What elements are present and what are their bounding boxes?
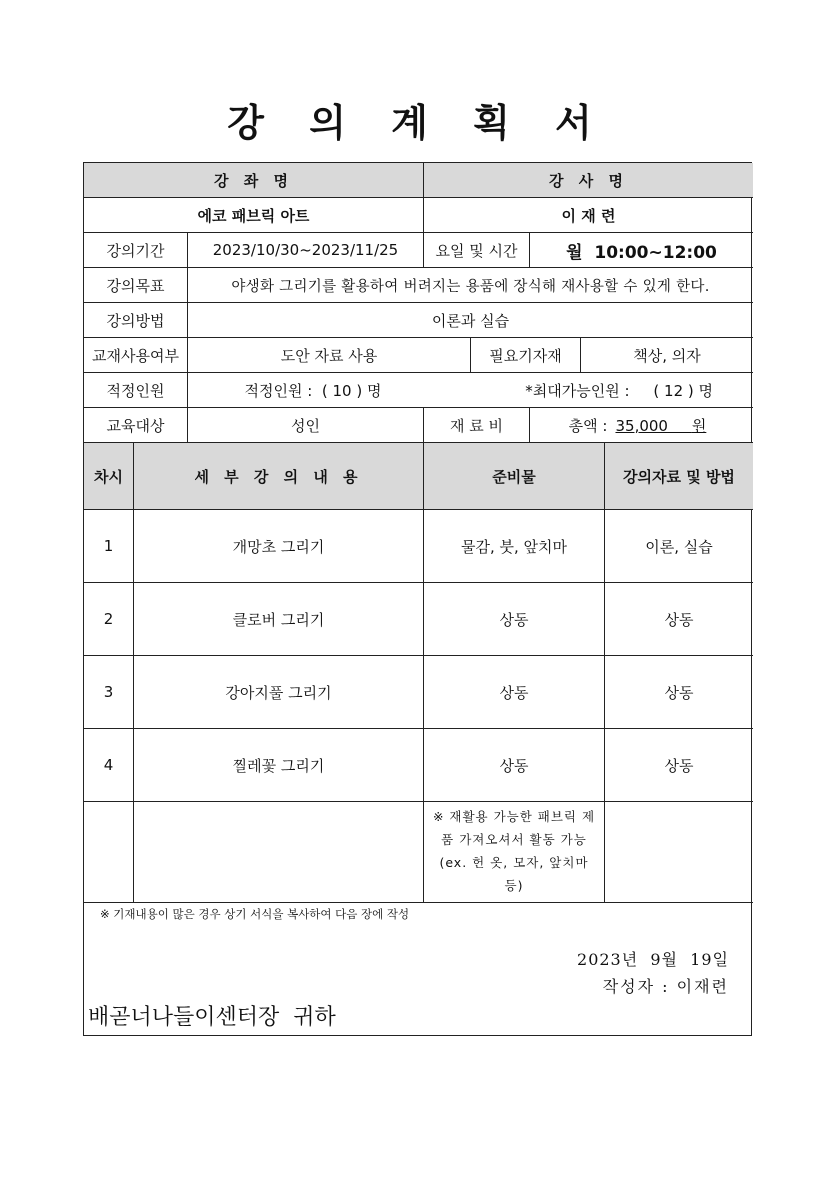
target-value: 성인	[188, 408, 424, 443]
content-header: 세 부 강 의 내 용	[134, 443, 424, 510]
session-supplies: 물감, 붓, 앞치마	[424, 510, 605, 583]
capacity-value: 적정인원 : ( 10 ) 명	[188, 373, 438, 408]
session-content: 클로버 그리기	[134, 583, 424, 656]
equipment-value: 책상, 의자	[581, 338, 753, 373]
target-label: 교육대상	[84, 408, 188, 443]
session-number: 4	[84, 729, 134, 802]
course-name-header: 강 좌 명	[84, 163, 424, 198]
total-label: 총액 :	[568, 416, 608, 435]
instructor-name-value: 이 재 련	[424, 198, 753, 233]
session-method: 상동	[605, 729, 753, 802]
period-label: 강의기간	[84, 233, 188, 268]
session-number: 3	[84, 656, 134, 729]
goal-value: 야생화 그리기를 활용하여 버려지는 용품에 장식해 재사용할 수 있게 한다.	[188, 268, 753, 303]
day-time-value: 월 10:00~12:00	[530, 233, 753, 268]
supplies-note-cell	[424, 802, 605, 903]
total-amount-number: 35,000	[615, 416, 668, 435]
empty-session-cell	[84, 802, 134, 903]
course-name-value: 에코 패브릭 아트	[84, 198, 424, 233]
method-header: 강의자료 및 방법	[605, 443, 753, 510]
total-amount	[607, 415, 714, 436]
session-method: 이론, 실습	[605, 510, 753, 583]
session-number: 2	[84, 583, 134, 656]
session-method: 상동	[605, 656, 753, 729]
equipment-label: 필요기자재	[471, 338, 581, 373]
document-title: 강 의 계 획 서	[227, 101, 608, 145]
session-content: 강아지풀 그리기	[134, 656, 424, 729]
session-supplies: 상동	[424, 583, 605, 656]
supplies-note: ※ 재활용 가능한 패브릭 제품 가져오셔서 활동 가능 (ex. 헌 옷, 모자, 앞치마 등)	[432, 809, 596, 893]
document-date: 2023년 9월 19일	[577, 950, 729, 969]
total-fee	[530, 408, 753, 443]
method-value: 이론과 실습	[188, 303, 753, 338]
session-number: 1	[84, 510, 134, 583]
material-fee-label: 재 료 비	[424, 408, 530, 443]
instructor-name-header: 강 사 명	[424, 163, 753, 198]
session-content: 찔레꽃 그리기	[134, 729, 424, 802]
capacity-label: 적정인원	[84, 373, 188, 408]
addressee: 배곧너나들이센터장 귀하	[88, 1005, 336, 1030]
empty-content-cell	[134, 802, 424, 903]
empty-method-cell	[605, 802, 753, 903]
footnote: ※ 기재내용이 많은 경우 상기 서식을 복사하여 다음 장에 작성	[100, 907, 410, 921]
session-supplies: 상동	[424, 729, 605, 802]
method-label: 강의방법	[84, 303, 188, 338]
session-content: 개망초 그리기	[134, 510, 424, 583]
session-method: 상동	[605, 583, 753, 656]
textbook-value: 도안 자료 사용	[188, 338, 471, 373]
session-header: 차시	[84, 443, 134, 510]
day-time-label: 요일 및 시간	[424, 233, 530, 268]
textbook-label: 교재사용여부	[84, 338, 188, 373]
period-value: 2023/10/30~2023/11/25	[188, 233, 424, 268]
total-unit: 원	[691, 416, 707, 435]
supplies-header: 준비물	[424, 443, 605, 510]
max-capacity-value: *최대가능인원 : ( 12 ) 명	[438, 373, 753, 408]
plan-form-table	[83, 162, 752, 1036]
session-supplies: 상동	[424, 656, 605, 729]
goal-label: 강의목표	[84, 268, 188, 303]
author-line: 작성자 : 이재련	[602, 977, 729, 996]
